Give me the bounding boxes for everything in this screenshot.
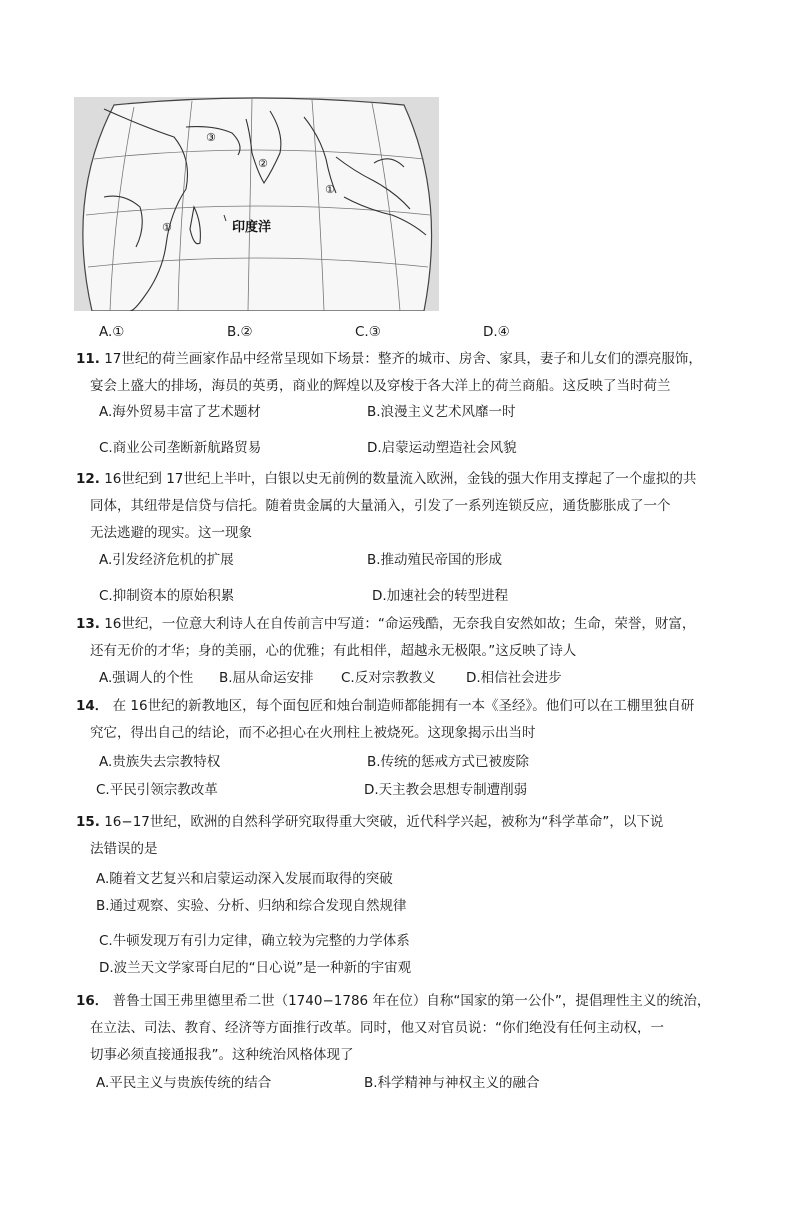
q12-option-d: D.加速社会的转型进程 [372, 588, 509, 604]
question-15-line-1: 15. 16−17世纪，欧洲的自然科学研究取得重大突破，近代科学兴起，被称为“科学革命”，以下说 [76, 814, 664, 830]
q16-option-a: A.平民主义与贵族传统的结合 [96, 1075, 272, 1091]
q10-option-a: A.① [99, 324, 125, 340]
q11-option-d: D.启蒙运动塑造社会风貌 [367, 440, 517, 456]
q15-option-a: A.随着文艺复兴和启蒙运动深入发展而取得的突破 [96, 871, 393, 887]
map-marker-2: ② [258, 157, 268, 170]
q13-option-b: B.屈从命运安排 [219, 670, 314, 686]
question-12-line-3: 无法逃避的现实。这一现象 [90, 525, 252, 541]
q14-option-b: B.传统的惩戒方式已被废除 [367, 754, 530, 770]
q10-option-d: D.④ [483, 324, 510, 340]
map-ocean-label: 印度洋 [232, 220, 272, 235]
q12-option-b: B.推动殖民帝国的形成 [367, 552, 503, 568]
question-16-line-3: 切事必须直接通报我”。这种统治风格体现了 [90, 1047, 354, 1063]
question-13-line-2: 还有无价的才华；身的美丽，心的优雅；有此相伴，超越永无极限。”这反映了诗人 [90, 643, 577, 659]
q10-option-b: B.② [227, 324, 253, 340]
map-marker-1: ① [325, 183, 335, 196]
q14-option-c: C.平民引领宗教改革 [96, 782, 218, 798]
map-marker-3: ③ [206, 131, 216, 144]
q13-option-c: C.反对宗教教义 [341, 670, 436, 686]
q13-option-a: A.强调人的个性 [99, 670, 194, 686]
q10-option-c: C.③ [355, 324, 381, 340]
q11-option-c: C.商业公司垄断新航路贸易 [99, 440, 262, 456]
question-11-line-1: 11. 17世纪的荷兰画家作品中经常呈现如下场景：整齐的城市、房舍、家具，妻子和儿女们的漂亮服饰， [76, 351, 702, 367]
question-15-line-2: 法错误的是 [90, 841, 158, 857]
question-16-line-1: 16． 普鲁士国王弗里德里希二世（1740−1786 年在位）自称“国家的第一公仆”，提倡理性主义的统治， [76, 993, 711, 1009]
map-marker-4: ① [162, 221, 172, 234]
q14-option-d: D.天主教会思想专制遭削弱 [364, 782, 528, 798]
indian-ocean-map [74, 97, 439, 311]
question-16-line-2: 在立法、司法、教育、经济等方面推行改革。同时，他又对官员说：“你们绝没有任何主动权，一 [90, 1020, 664, 1036]
question-12-line-1: 12. 16世纪到 17世纪上半叶，白银以史无前例的数量流入欧洲，金钱的强大作用支撑起了一个虚拟的共 [76, 471, 697, 487]
question-13-line-1: 13. 16世纪，一位意大利诗人在自传前言中写道：“命运残酷，无奈我自安然如故；生命，荣誉，财富， [76, 616, 696, 632]
q12-option-a: A.引发经济危机的扩展 [99, 552, 234, 568]
q11-option-a: A.海外贸易丰富了艺术题材 [99, 404, 261, 420]
q16-option-b: B.科学精神与神权主义的融合 [364, 1075, 540, 1091]
q11-option-b: B.浪漫主义艺术风靡一时 [367, 404, 516, 420]
question-14-line-2: 究它，得出自己的结论，而不必担心在火刑柱上被烧死。这现象揭示出当时 [90, 725, 536, 741]
q15-option-b: B.通过观察、实验、分析、归纳和综合发现自然规律 [96, 898, 407, 914]
q15-option-c: C.牛顿发现万有引力定律，确立较为完整的力学体系 [99, 933, 410, 949]
question-14-line-1: 14． 在 16世纪的新教地区，每个面包匠和烛台制造师都能拥有一本《圣经》。他们可以在工棚里独自研 [76, 698, 695, 714]
q15-option-d: D.波兰天文学家哥白尼的“日心说”是一种新的宇宙观 [99, 960, 412, 976]
q12-option-c: C.抑制资本的原始积累 [99, 588, 235, 604]
q13-option-d: D.相信社会进步 [466, 670, 562, 686]
question-11-line-2: 宴会上盛大的排场，海员的英勇，商业的辉煌以及穿梭于各大洋上的荷兰商船。这反映了当时荷兰 [90, 378, 671, 394]
question-12-line-2: 同体，其纽带是信贷与信托。随着贵金属的大量涌入，引发了一系列连锁反应，通货膨胀成了一个 [90, 498, 671, 514]
q14-option-a: A.贵族失去宗教特权 [99, 754, 221, 770]
